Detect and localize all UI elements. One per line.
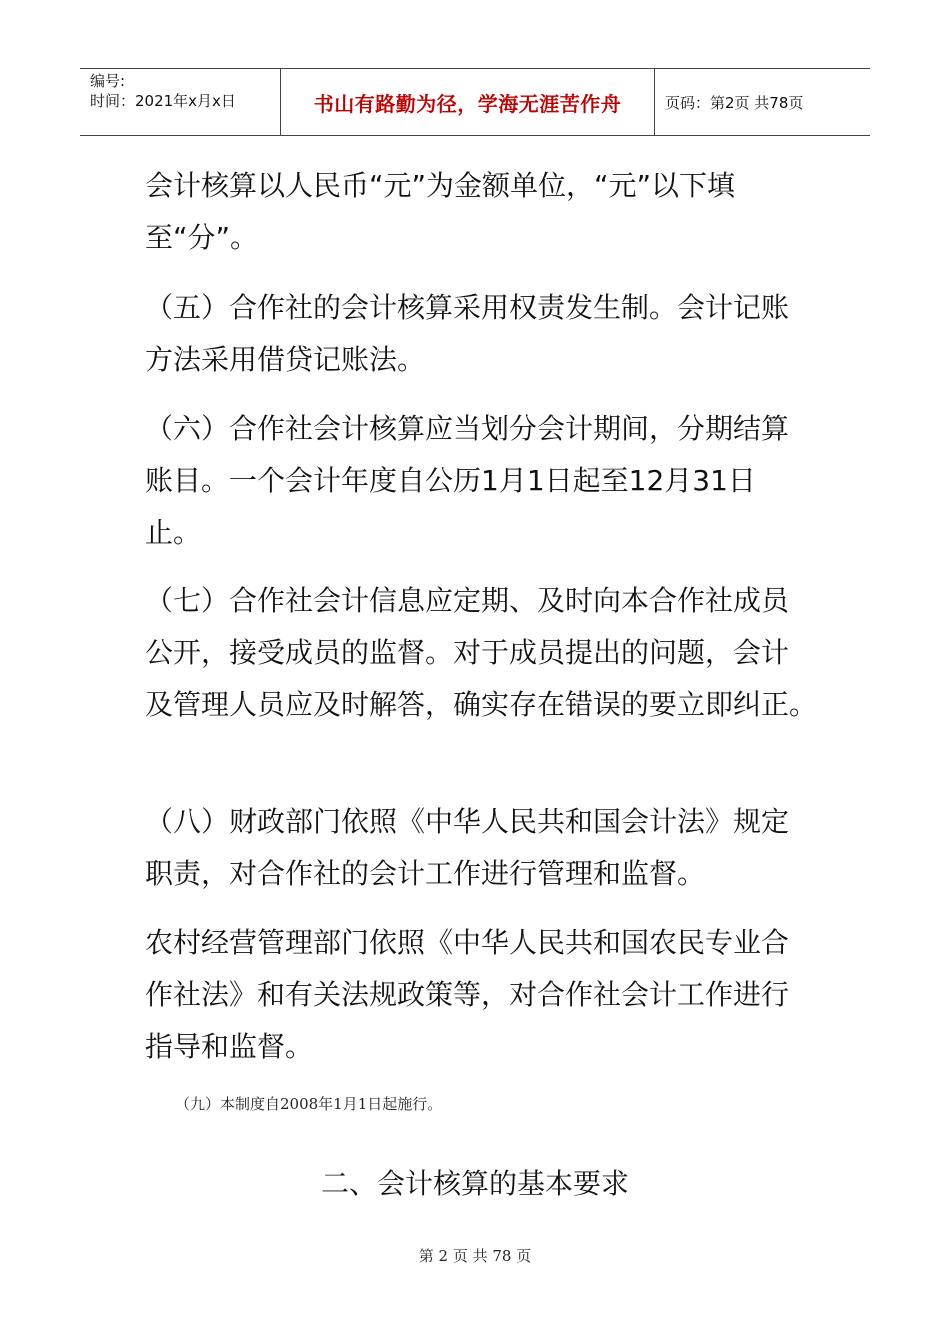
paragraph-line: 账目。一个会计年度自公历1月1日起至12月31日 (145, 464, 756, 497)
header-page-info: 页码：第2页 共78页 (665, 93, 804, 112)
header-page-cell (655, 69, 870, 135)
paragraph-line: 农村经营管理部门依照《中华人民共和国农民专业合 (145, 926, 790, 959)
section-title: 二、会计核算的基本要求 (320, 1167, 629, 1200)
header-motto: 书山有路勤为径，学海无涯苦作舟 (313, 91, 622, 116)
paragraph-rural-guidance (145, 917, 789, 1073)
paragraph-line: （八）财政部门依照《中华人民共和国会计法》规定 (145, 805, 790, 838)
paragraph-line: 会计核算以人民币“元”为金额单位，“元”以下填 (145, 169, 736, 202)
paragraph-accounting-period (145, 403, 789, 559)
number-label: 编号: (90, 72, 126, 90)
paragraph-line: 至“分”。 (145, 221, 259, 254)
paragraph-line: 公开，接受成员的监督。对于成员提出的问题，会计 (145, 636, 790, 669)
paragraph-line: （七）合作社会计信息应定期、及时向本合作社成员 (145, 584, 790, 617)
paragraph-line: 职责，对合作社的会计工作进行管理和监督。 (145, 857, 706, 890)
effective-date-note: （九）本制度自2008年1月1日起施行。 (175, 1095, 443, 1113)
header-motto-cell (281, 69, 655, 135)
paragraph-line: 及管理人员应及时解答，确实存在错误的要立即纠正。 (145, 688, 818, 721)
paragraph-line: 指导和监督。 (145, 1030, 314, 1063)
paragraph-line: 止。 (145, 516, 202, 549)
paragraph-line: 方法采用借贷记账法。 (145, 343, 426, 376)
page-header (80, 68, 870, 136)
paragraph-information-disclosure (145, 575, 817, 731)
page-footer: 第 2 页 共 78 页 (418, 1247, 532, 1265)
paragraph-finance-supervision (145, 796, 789, 900)
time-label: 时间：2021年x月x日 (90, 92, 236, 110)
paragraph-line: （五）合作社的会计核算采用权责发生制。会计记账 (145, 291, 790, 324)
paragraph-line: （六）合作社会计核算应当划分会计期间，分期结算 (145, 412, 790, 445)
paragraph-line: 作社法》和有关法规政策等，对合作社会计工作进行 (145, 978, 790, 1011)
header-meta-cell (80, 69, 281, 135)
paragraph-accrual-basis (145, 282, 789, 386)
paragraph-currency-unit (145, 160, 735, 264)
